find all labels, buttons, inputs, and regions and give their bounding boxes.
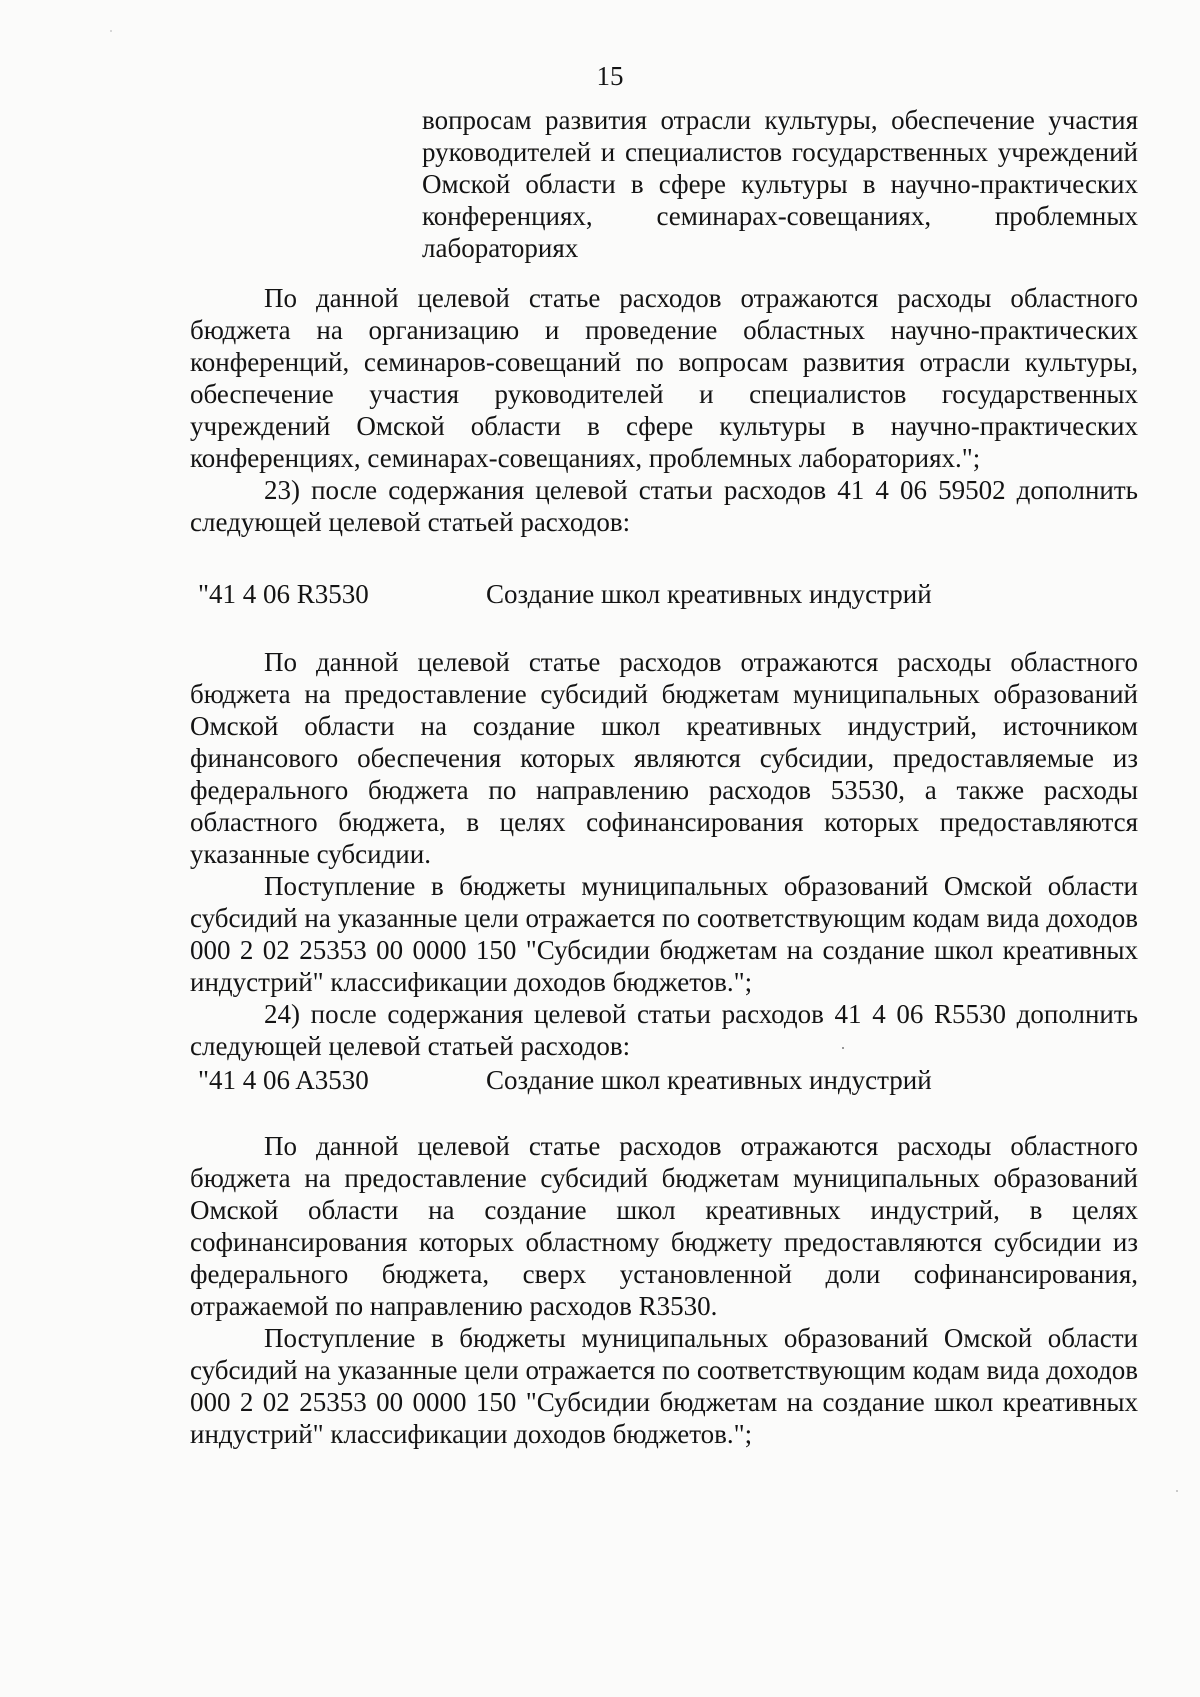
section-2 <box>190 646 1138 1062</box>
heading-tail: вопросам развития отрасли культуры, обеспечение участия руководителей и специалистов государственных учреждений Омской области в сфере культуры в научно-практических конференциях, семинарах-совещаниях, проблемных лабораториях <box>422 105 1138 263</box>
scan-speck <box>842 1047 844 1049</box>
budget-entry-1 <box>198 578 1138 610</box>
section-1 <box>190 282 1138 538</box>
paragraph: 24) после содержания целевой статьи расходов 41 4 06 R5530 дополнить следующей целевой статьей расходов: <box>190 999 1138 1061</box>
scan-speck <box>1176 1490 1178 1492</box>
section-3 <box>190 1130 1138 1450</box>
scan-speck <box>110 30 112 32</box>
paragraph: По данной целевой статье расходов отражаются расходы областного бюджета на организацию и проведение областных научно-практических конференций, семинаров-совещаний по вопросам развития отрасли культуры, обеспечение участия руководителей и специалистов государственных учреждений Омской области в сфере культуры в научно-практических конференциях, семинарах-совещаниях, проблемных лабораториях."; <box>190 283 1138 473</box>
paragraph: Поступление в бюджеты муниципальных образований Омской области субсидий на указанные цели отражается по соответствующим кодам вида доходов 000 2 02 25353 00 0000 150 "Субсидии бюджетам на создание школ креативных индустрий" классификации доходов бюджетов."; <box>190 871 1138 997</box>
budget-code: "41 4 06 A3530 <box>198 1065 369 1095</box>
paragraph: По данной целевой статье расходов отражаются расходы областного бюджета на предоставление субсидий бюджетам муниципальных образований Омской области на создание школ креативных индустрий, в целях софинансирования которых областному бюджету предоставляются субсидии из федерального бюджета, сверх установленной доли софинансирования, отражаемой по направлению расходов R3530. <box>190 1131 1138 1321</box>
paragraph: По данной целевой статье расходов отражаются расходы областного бюджета на предоставление субсидий бюджетам муниципальных образований Омской области на создание школ креативных индустрий, источником финансового обеспечения которых являются субсидии, предоставляемые из федерального бюджета по направлению расходов 53530, а также расходы областного бюджета, в целях софинансирования которых предоставляются указанные субсидии. <box>190 647 1138 869</box>
budget-title: Создание школ креативных индустрий <box>486 579 932 609</box>
budget-title: Создание школ креативных индустрий <box>486 1065 932 1095</box>
page-number: 15 <box>596 61 624 91</box>
budget-code: "41 4 06 R3530 <box>198 579 369 609</box>
budget-entry-2 <box>198 1064 1138 1096</box>
paragraph: 23) после содержания целевой статьи расходов 41 4 06 59502 дополнить следующей целевой статьей расходов: <box>190 475 1138 537</box>
paragraph: Поступление в бюджеты муниципальных образований Омской области субсидий на указанные цели отражается по соответствующим кодам вида доходов 000 2 02 25353 00 0000 150 "Субсидии бюджетам на создание школ креативных индустрий" классификации доходов бюджетов."; <box>190 1323 1138 1449</box>
